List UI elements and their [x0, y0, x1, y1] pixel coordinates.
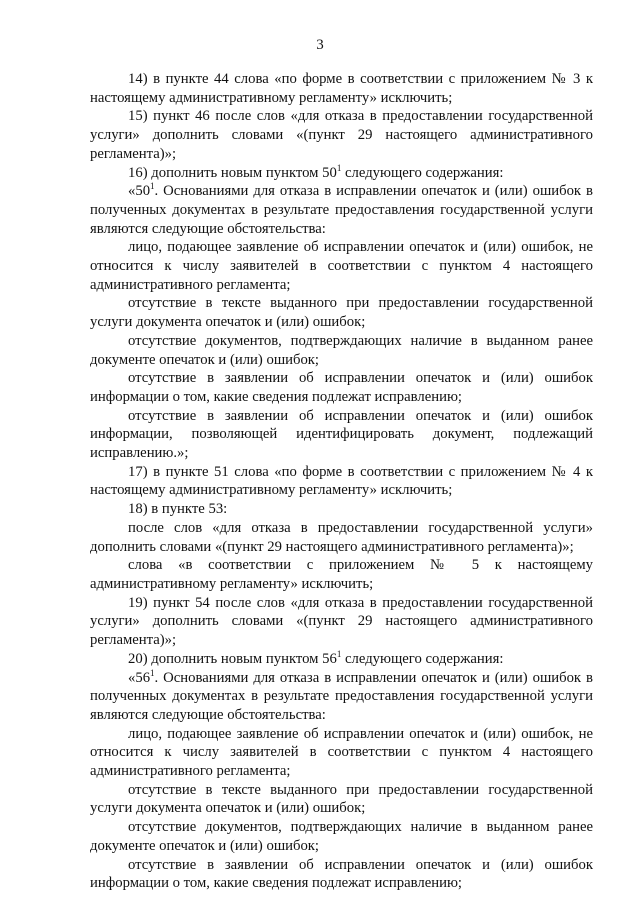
paragraph — [90, 556, 593, 593]
paragraph — [90, 594, 593, 650]
paragraph-text: отсутствие документов, подтверждающих наличие в выданном ранее документе опечаток и (или) ошибок; — [90, 332, 593, 368]
superscript: 1 — [336, 648, 342, 659]
paragraph — [90, 182, 593, 238]
document-body — [90, 70, 593, 893]
paragraph — [90, 294, 593, 331]
paragraph — [90, 669, 593, 725]
paragraph-text: отсутствие в тексте выданного при предоставлении государственной услуги документа опечаток и (или) ошибок; — [90, 295, 593, 331]
paragraph-text-cont: . Основаниями для отказа в исправлении опечаток и (или) ошибок в полученных документах в результате предоставления государственной услуги являются следующие обстоятельства: — [90, 669, 593, 723]
paragraph — [90, 369, 593, 406]
paragraph-text: «56 — [128, 669, 151, 686]
superscript: 1 — [150, 181, 155, 192]
superscript: 1 — [150, 667, 155, 678]
paragraph-text: отсутствие в тексте выданного при предоставлении государственной услуги документа опечаток и (или) ошибок; — [90, 781, 593, 817]
paragraph — [90, 407, 593, 463]
paragraph — [90, 463, 593, 500]
paragraph — [90, 856, 593, 893]
paragraph-text-cont: . Основаниями для отказа в исправлении опечаток и (или) ошибок в полученных документах в результате предоставления государственной услуги являются следующие обстоятельства: — [90, 183, 593, 237]
paragraph-text: «50 — [128, 183, 151, 200]
paragraph — [90, 238, 593, 294]
paragraph-text: 14) в пункте 44 слова «по форме в соответствии с приложением № 3 к настоящему административному регламенту» исключить; — [90, 71, 593, 106]
paragraph-text: 18) в пункте 53: — [128, 501, 228, 518]
paragraph — [90, 107, 593, 163]
paragraph — [90, 818, 593, 855]
paragraph-text: 15) пункт 46 после слов «для отказа в предоставлении государственной услуги» дополнить словами «(пункт 29 настоящего административного регламента)»; — [90, 108, 593, 162]
paragraph-text-cont: следующего содержания: — [341, 650, 504, 667]
paragraph-text: лицо, подающее заявление об исправлении опечаток и (или) ошибок, не относится к числу заявителей в соответствии с пунктом 4 настоящего административного регламента; — [90, 239, 593, 293]
paragraph-text: 20) дополнить новым пунктом 56 — [128, 650, 337, 667]
paragraph-text: отсутствие в заявлении об исправлении опечаток и (или) ошибок информации, позволяющей идентифицировать документ, подлежащий исправлению.»; — [90, 407, 593, 462]
paragraph-text: 19) пункт 54 после слов «для отказа в предоставлении государственной услуги» дополнить словами «(пункт 29 настоящего административного регламента)»; — [90, 594, 593, 649]
paragraph-text: после слов «для отказа в предоставлении государственной услуги» дополнить словами «(пункт 29 настоящего административного регламента)»; — [90, 519, 593, 555]
paragraph — [90, 164, 593, 183]
paragraph-text: отсутствие в заявлении об исправлении опечаток и (или) ошибок информации о том, какие сведения подлежат исправлению; — [90, 856, 593, 892]
paragraph — [90, 519, 593, 556]
superscript: 1 — [336, 162, 342, 173]
paragraph — [90, 650, 593, 669]
paragraph-text: 17) в пункте 51 слова «по форме в соответствии с приложением № 4 к настоящему административному регламенту» исключить; — [90, 463, 593, 499]
page-number: 3 — [316, 37, 324, 53]
paragraph — [90, 725, 593, 781]
paragraph-text: 16) дополнить новым пунктом 50 — [128, 164, 337, 181]
paragraph-text-cont: следующего содержания: — [341, 164, 504, 181]
paragraph — [90, 781, 593, 818]
paragraph-text: слова «в соответствии с приложением № 5 к настоящему административному регламенту» исключить; — [90, 557, 593, 592]
paragraph-text: лицо, подающее заявление об исправлении опечаток и (или) ошибок, не относится к числу заявителей в соответствии с пунктом 4 настоящего административного регламента; — [90, 725, 593, 780]
paragraph — [90, 500, 593, 519]
paragraph — [90, 70, 593, 107]
paragraph-text: отсутствие в заявлении об исправлении опечаток и (или) ошибок информации о том, какие сведения подлежат исправлению; — [90, 370, 593, 405]
paragraph-text: отсутствие документов, подтверждающих наличие в выданном ранее документе опечаток и (или) ошибок; — [90, 819, 593, 854]
paragraph — [90, 332, 593, 369]
